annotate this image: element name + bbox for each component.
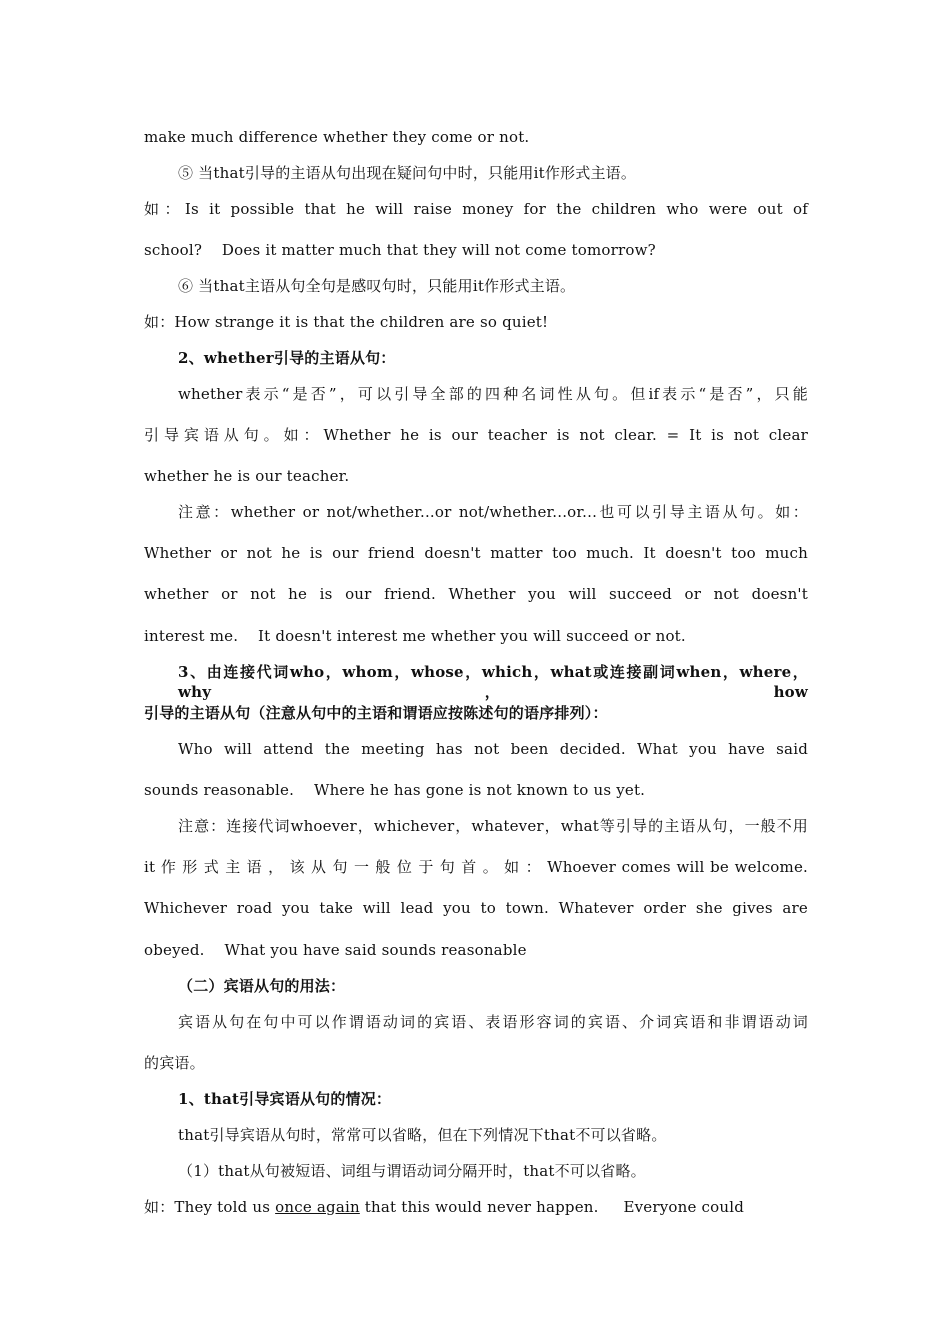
text-line: whether or not he is our friend. Whether you will succeed or not doesn't bbox=[144, 585, 808, 603]
section-heading: （二）宾语从句的用法： bbox=[178, 977, 346, 995]
section-heading: 2、whether引导的主语从句： bbox=[178, 349, 396, 367]
text-line: Whichever road you take will lead you to town. Whatever order she gives are bbox=[144, 899, 808, 917]
text-line: 注意：whether or not/whether...or not/whether...or...也可以引导主语从句。如： bbox=[178, 503, 808, 521]
text-line: sounds reasonable. Where he has gone is not known to us yet. bbox=[144, 781, 646, 799]
text-line: Who will attend the meeting has not been decided. What you have said bbox=[178, 740, 808, 758]
text-line: make much difference whether they come or not. bbox=[144, 128, 530, 146]
text-line: 如：Is it possible that he will raise money for the children who were out of bbox=[144, 200, 808, 218]
section-heading: 3、由连接代词who，whom，whose，which，what或连接副词when，where，why，how bbox=[178, 663, 808, 701]
text-line: 宾语从句在句中可以作谓语动词的宾语、表语形容词的宾语、介词宾语和非谓语动词 bbox=[178, 1013, 808, 1031]
text-line: ⑥ 当that主语从句全句是感叹句时，只能用it作形式主语。 bbox=[178, 277, 576, 295]
text-line: that引导宾语从句时，常常可以省略，但在下列情况下that不可以省略。 bbox=[178, 1126, 667, 1144]
text-line: it 作 形 式 主 语 ， 该 从 句 一 般 位 于 句 首 。 如 ： Whoever comes will be welcome. bbox=[144, 858, 808, 876]
section-heading: 1、that引导宾语从句的情况： bbox=[178, 1090, 392, 1108]
text-line: 引导宾语从句。如：Whether he is our teacher is not clear. = It is not clear bbox=[144, 426, 808, 444]
text-line: Whether or not he is our friend doesn't matter too much. It doesn't too much bbox=[144, 544, 808, 562]
text-segment: 如：They told us bbox=[144, 1198, 276, 1216]
text-line: （1）that从句被短语、词组与谓语动词分隔开时，that不可以省略。 bbox=[178, 1162, 646, 1180]
section-heading: 引导的主语从句（注意从句中的主语和谓语应按陈述句的语序排列）： bbox=[144, 704, 608, 722]
text-line: ⑤ 当that引导的主语从句出现在疑问句中时，只能用it作形式主语。 bbox=[178, 164, 637, 182]
underlined-phrase: once again bbox=[275, 1198, 360, 1216]
text-line: 注意：连接代词whoever，whichever，whatever，what等引导的主语从句，一般不用 bbox=[178, 817, 808, 835]
text-line: obeyed. What you have said sounds reasonable bbox=[144, 941, 527, 959]
text-line bbox=[144, 1197, 808, 1217]
text-line: 的宾语。 bbox=[144, 1054, 205, 1072]
text-line: whether he is our teacher. bbox=[144, 467, 350, 485]
text-line: interest me. It doesn't interest me whether you will succeed or not. bbox=[144, 627, 686, 645]
text-line: 如：How strange it is that the children are so quiet! bbox=[144, 313, 549, 331]
text-segment: that this would never happen. Everyone could bbox=[359, 1198, 745, 1216]
text-line: school? Does it matter much that they will not come tomorrow? bbox=[144, 241, 656, 259]
text-line: whether表示“是否”，可以引导全部的四种名词性从句。但if表示“是否”，只能 bbox=[178, 385, 808, 403]
